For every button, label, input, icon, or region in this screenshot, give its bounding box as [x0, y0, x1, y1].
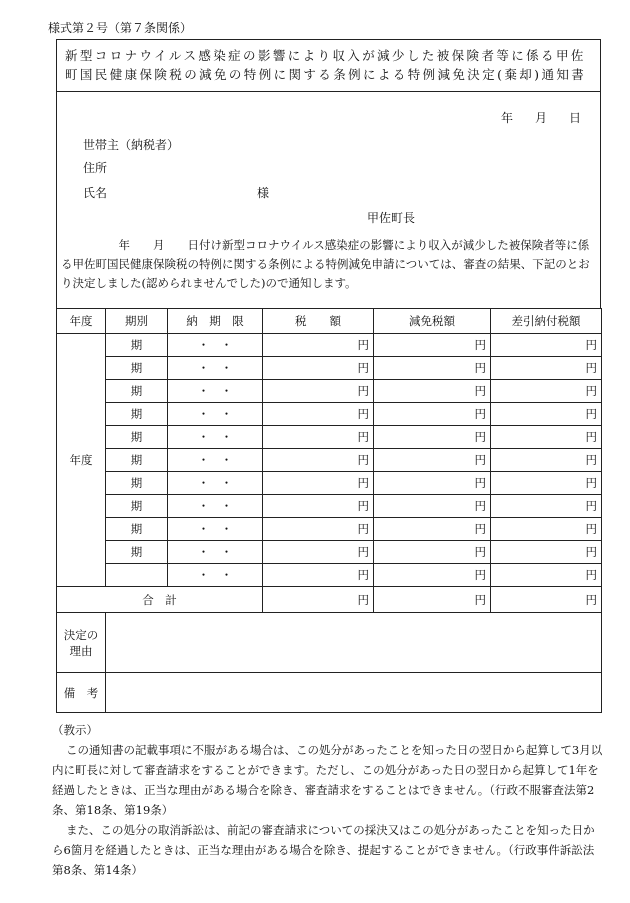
tax-amount-cell: 円	[263, 334, 374, 357]
total-label: 合 計	[57, 587, 263, 613]
reduced-amount-cell: 円	[374, 472, 491, 495]
decision-reason-field	[106, 613, 602, 673]
tax-amount-cell: 円	[263, 380, 374, 403]
net-payment-cell: 円	[491, 426, 602, 449]
net-payment-cell: 円	[491, 357, 602, 380]
tax-amount-cell: 円	[263, 518, 374, 541]
reduced-amount-cell: 円	[374, 449, 491, 472]
period-cell: 期	[106, 357, 168, 380]
remarks-row	[57, 673, 602, 713]
period-cell: 期	[106, 403, 168, 426]
header-due-date: 納 期 限	[168, 309, 263, 334]
header-fiscal-year: 年度	[57, 309, 106, 334]
name-label: 氏名	[83, 186, 108, 200]
reduced-amount-cell: 円	[374, 518, 491, 541]
address-label: 住所	[83, 161, 108, 175]
table-header-row	[57, 309, 602, 334]
tax-amount-cell: 円	[263, 541, 374, 564]
period-cell: 期	[106, 380, 168, 403]
tax-amount-cell: 円	[263, 426, 374, 449]
due-date-cell: ・ ・	[168, 426, 263, 449]
date-day: 日	[569, 111, 582, 125]
table-row	[57, 449, 602, 472]
total-tax-amount: 円	[263, 587, 374, 613]
period-cell: 期	[106, 518, 168, 541]
net-payment-cell: 円	[491, 564, 602, 587]
table-row	[57, 472, 602, 495]
notice-body-text: 年 月 日付け新型コロナウイルス感染症の影響により収入が減少した被保険者等に係る甲佐町国民健康保険税の特例に関する条例による特例減免申請については、審査の結果、下記のとおり決定しました(認められませんでした)ので通知します。	[61, 238, 590, 290]
due-date-cell: ・ ・	[168, 472, 263, 495]
reason-row	[57, 613, 602, 673]
net-payment-cell: 円	[491, 541, 602, 564]
notes-paragraph-2: また、この処分の取消訴訟は、前記の審査請求についての採決又はこの処分があったことを知った日から6箇月を経過したときは、正当な理由がある場合を除き、提起することができません。（行政事件訴訟法第8条、第14条）	[52, 823, 595, 877]
table-row	[57, 426, 602, 449]
reduced-amount-cell: 円	[374, 495, 491, 518]
due-date-cell: ・ ・	[168, 357, 263, 380]
instruction-notes	[52, 720, 604, 880]
due-date-cell: ・ ・	[168, 380, 263, 403]
form-number-label: 様式第２号（第７条関係）	[48, 21, 193, 35]
notes-heading: （教示）	[52, 723, 98, 737]
due-date-cell: ・ ・	[168, 495, 263, 518]
notice-header-frame	[56, 39, 601, 309]
reduced-amount-cell: 円	[374, 334, 491, 357]
decision-reason-label: 決定の理由	[57, 613, 106, 673]
remarks-label: 備 考	[57, 673, 106, 713]
net-payment-cell: 円	[491, 334, 602, 357]
reduced-amount-cell: 円	[374, 357, 491, 380]
tax-amount-cell: 円	[263, 495, 374, 518]
table-row	[57, 357, 602, 380]
net-payment-cell: 円	[491, 380, 602, 403]
net-payment-cell: 円	[491, 495, 602, 518]
due-date-cell: ・ ・	[168, 334, 263, 357]
header-reduced-amount: 減免税額	[374, 309, 491, 334]
fiscal-year-cell: 年度	[57, 334, 106, 587]
net-payment-cell: 円	[491, 449, 602, 472]
tax-amount-cell: 円	[263, 449, 374, 472]
total-net-payment: 円	[491, 587, 602, 613]
reduced-amount-cell: 円	[374, 564, 491, 587]
table-row	[57, 518, 602, 541]
due-date-cell: ・ ・	[168, 449, 263, 472]
issuer-name: 甲佐町長	[367, 211, 416, 225]
householder-label: 世帯主（納税者）	[83, 138, 180, 152]
period-cell: 期	[106, 472, 168, 495]
period-cell: 期	[106, 334, 168, 357]
header-net-payment: 差引納付税額	[491, 309, 602, 334]
net-payment-cell: 円	[491, 472, 602, 495]
net-payment-cell: 円	[491, 518, 602, 541]
period-cell: 期	[106, 426, 168, 449]
tax-amount-cell: 円	[263, 564, 374, 587]
tax-amount-cell: 円	[263, 403, 374, 426]
table-row	[57, 541, 602, 564]
date-month: 月	[535, 111, 548, 125]
header-tax-amount: 税 額	[263, 309, 374, 334]
due-date-cell: ・ ・	[168, 564, 263, 587]
table-row	[57, 334, 602, 357]
date-year: 年	[501, 111, 514, 125]
period-cell: 期	[106, 495, 168, 518]
header-period: 期別	[106, 309, 168, 334]
period-cell-empty	[106, 564, 168, 587]
honorific-label: 様	[257, 186, 270, 200]
reduced-amount-cell: 円	[374, 426, 491, 449]
net-payment-cell: 円	[491, 403, 602, 426]
due-date-cell: ・ ・	[168, 541, 263, 564]
due-date-cell: ・ ・	[168, 403, 263, 426]
tax-reduction-table	[56, 308, 602, 713]
table-row	[57, 495, 602, 518]
reduced-amount-cell: 円	[374, 380, 491, 403]
reduced-amount-cell: 円	[374, 403, 491, 426]
tax-amount-cell: 円	[263, 357, 374, 380]
period-cell: 期	[106, 541, 168, 564]
remarks-field	[106, 673, 602, 713]
due-date-cell: ・ ・	[168, 518, 263, 541]
total-reduced-amount: 円	[374, 587, 491, 613]
table-row	[57, 564, 602, 587]
table-row	[57, 403, 602, 426]
document-title: 新型コロナウイルス感染症の影響により収入が減少した被保険者等に係る甲佐町国民健康保険税の減免の特例に関する条例による特例減免決定(棄却)通知書	[57, 40, 600, 92]
notes-paragraph-1: この通知書の記載事項に不服がある場合は、この処分があったことを知った日の翌日から起算して3月以内に町長に対して審査請求をすることができます。ただし、この処分があった日の翌日から起算して1年を経過したときは、正当な理由がある場合を除き、審査請求をすることはできません。（行政不服審査法第2条、第18条、第19条）	[52, 743, 603, 817]
period-cell: 期	[106, 449, 168, 472]
tax-amount-cell: 円	[263, 472, 374, 495]
total-row	[57, 587, 602, 613]
reduced-amount-cell: 円	[374, 541, 491, 564]
table-row	[57, 380, 602, 403]
